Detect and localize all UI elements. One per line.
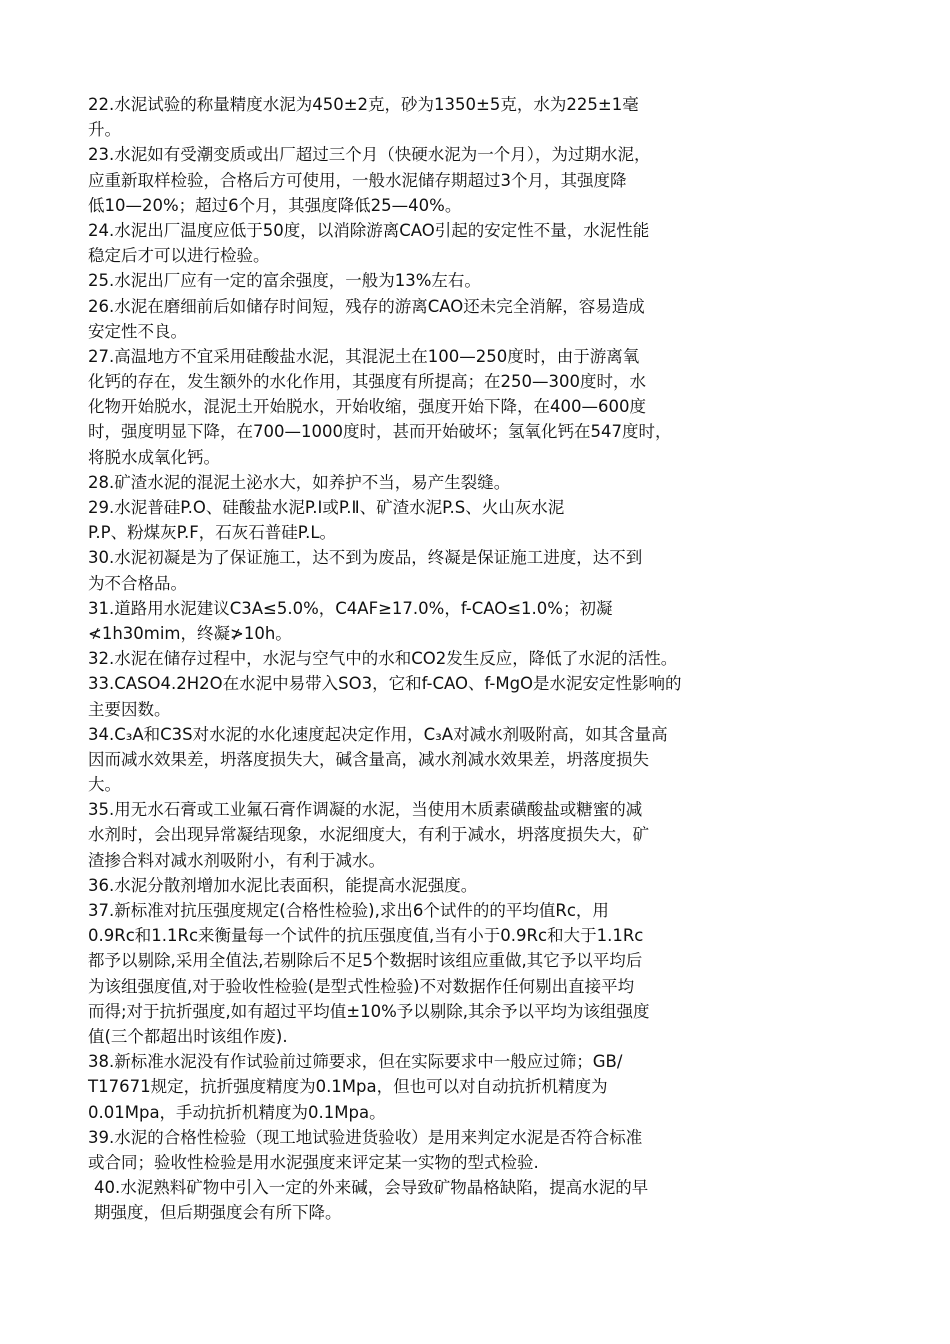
- item-36: [88, 873, 878, 898]
- text-line: 为该组强度值,对于验收性检验(是型式性检验)不对数据作任何剔出直接平均: [88, 976, 635, 996]
- text-line: 期强度，但后期强度会有所下降。: [94, 1203, 342, 1223]
- text-line: 32.水泥在储存过程中，水泥与空气中的水和CO2发生反应，降低了水泥的活性。: [88, 649, 678, 669]
- item-33: [88, 671, 878, 721]
- text-line: 水剂时，会出现异常凝结现象，水泥细度大，有利于减水，坍落度损失大，矿: [88, 825, 649, 845]
- text-line: 24.水泥出厂温度应低于50度，以消除游离CAO引起的安定性不量，水泥性能: [88, 220, 650, 240]
- text-line: 值(三个都超出时该组作废).: [88, 1026, 288, 1046]
- item-23: [88, 142, 878, 218]
- text-line: 时，强度明显下降，在700—1000度时，甚而开始破坏；氢氧化钙在547度时，: [88, 422, 672, 442]
- item-29: [88, 495, 878, 545]
- item-38: [88, 1049, 878, 1125]
- text-line: 22.水泥试验的称量精度水泥为450±2克，砂为1350±5克，水为225±1毫: [88, 95, 639, 114]
- text-line: 稳定后才可以进行检验。: [88, 246, 270, 266]
- text-line: 安定性不良。: [88, 321, 187, 341]
- text-line: ≮1h30mim，终凝≯10h。: [88, 623, 292, 643]
- text-line: 33.CASO4.2H2O在水泥中易带入SO3，它和f-CAO、f-MgO是水泥安定性影响的: [88, 674, 682, 694]
- item-32: [88, 646, 878, 671]
- text-line: 大。: [88, 775, 121, 795]
- text-line: 都予以剔除,采用全值法,若剔除后不足5个数据时该组应重做,其它予以平均后: [88, 951, 643, 971]
- text-line: 37.新标准对抗压强度规定(合格性检验),求出6个试件的的平均值Rc，用: [88, 901, 609, 920]
- text-line: 27.高温地方不宜采用硅酸盐水泥，其混泥土在100—250度时，由于游离氧: [88, 346, 640, 366]
- item-30: [88, 545, 878, 595]
- text-line: 化物开始脱水，混泥土开始脱水，开始收缩，强度开始下降，在400—600度: [88, 397, 646, 417]
- text-line: 低10—20%；超过6个月，其强度降低25—40%。: [88, 195, 462, 215]
- item-27: [88, 344, 878, 470]
- text-line: 0.01Mpa，手动抗折机精度为0.1Mpa。: [88, 1102, 386, 1122]
- text-line: 或合同；验收性检验是用水泥强度来评定某一实物的型式检验.: [88, 1152, 539, 1172]
- text-line: 31.道路用水泥建议C3A≤5.0%，C4AF≥17.0%，f-CAO≤1.0%；初凝: [88, 598, 613, 618]
- text-line: 26.水泥在磨细前后如储存时间短，残存的游离CAO还未完全消解，容易造成: [88, 296, 645, 316]
- item-35: [88, 797, 878, 873]
- text-line: 34.C₃A和C3S对水泥的水化速度起决定作用，C₃A对减水剂吸附高，如其含量高: [88, 724, 668, 744]
- text-line: 为不合格品。: [88, 573, 187, 593]
- text-line: 28.矿渣水泥的混泥土泌水大，如养护不当，易产生裂缝。: [88, 472, 511, 492]
- item-37: [88, 898, 878, 1049]
- text-line: P.P、粉煤灰P.F，石灰石普硅P.L。: [88, 523, 337, 543]
- item-26: [88, 294, 878, 344]
- text-line: 40.水泥熟料矿物中引入一定的外来碱，会导致矿物晶格缺陷，提高水泥的早: [94, 1178, 649, 1198]
- text-line: 36.水泥分散剂增加水泥比表面积，能提高水泥强度。: [88, 875, 478, 895]
- item-24: [88, 218, 878, 268]
- item-39: [88, 1125, 878, 1175]
- text-line: 30.水泥初凝是为了保证施工，达不到为废品，终凝是保证施工进度，达不到: [88, 548, 643, 568]
- text-line: 29.水泥普硅P.O、硅酸盐水泥P.Ⅰ或P.Ⅱ、矿渣水泥P.S、火山灰水泥: [88, 498, 565, 517]
- text-line: T17671规定，抗折强度精度为0.1Mpa，但也可以对自动抗折机精度为: [88, 1077, 608, 1097]
- document-body: [88, 92, 878, 1225]
- text-line: 35.用无水石膏或工业氟石膏作调凝的水泥，当使用木质素磺酸盐或糖蜜的减: [88, 800, 643, 820]
- text-line: 升。: [88, 120, 121, 140]
- item-34: [88, 722, 878, 798]
- item-40: [88, 1175, 878, 1225]
- text-line: 化钙的存在，发生额外的水化作用，其强度有所提高；在250—300度时，水: [88, 372, 646, 392]
- text-line: 38.新标准水泥没有作试验前过筛要求，但在实际要求中一般应过筛；GB/: [88, 1052, 623, 1072]
- text-line: 主要因数。: [88, 699, 171, 719]
- text-line: 因而减水效果差，坍落度损失大，碱含量高，减水剂减水效果差，坍落度损失: [88, 749, 649, 769]
- text-line: 而得;对于抗折强度,如有超过平均值±10%予以剔除,其余予以平均为该组强度: [88, 1001, 650, 1021]
- text-line: 25.水泥出厂应有一定的富余强度，一般为13%左右。: [88, 271, 481, 291]
- text-line: 39.水泥的合格性检验（现工地试验进货验收）是用来判定水泥是否符合标准: [88, 1127, 643, 1147]
- item-22: [88, 92, 878, 142]
- item-31: [88, 596, 878, 646]
- text-line: 0.9Rc和1.1Rc来衡量每一个试件的抗压强度值,当有小于0.9Rc和大于1.1Rc: [88, 926, 644, 946]
- text-line: 渣掺合料对减水剂吸附小，有利于减水。: [88, 850, 385, 870]
- text-line: 23.水泥如有受潮变质或出厂超过三个月（快硬水泥为一个月），为过期水泥，: [88, 145, 651, 165]
- text-line: 将脱水成氧化钙。: [88, 447, 220, 467]
- item-28: [88, 470, 878, 495]
- text-line: 应重新取样检验，合格后方可使用，一般水泥储存期超过3个月，其强度降: [88, 170, 627, 190]
- item-25: [88, 268, 878, 293]
